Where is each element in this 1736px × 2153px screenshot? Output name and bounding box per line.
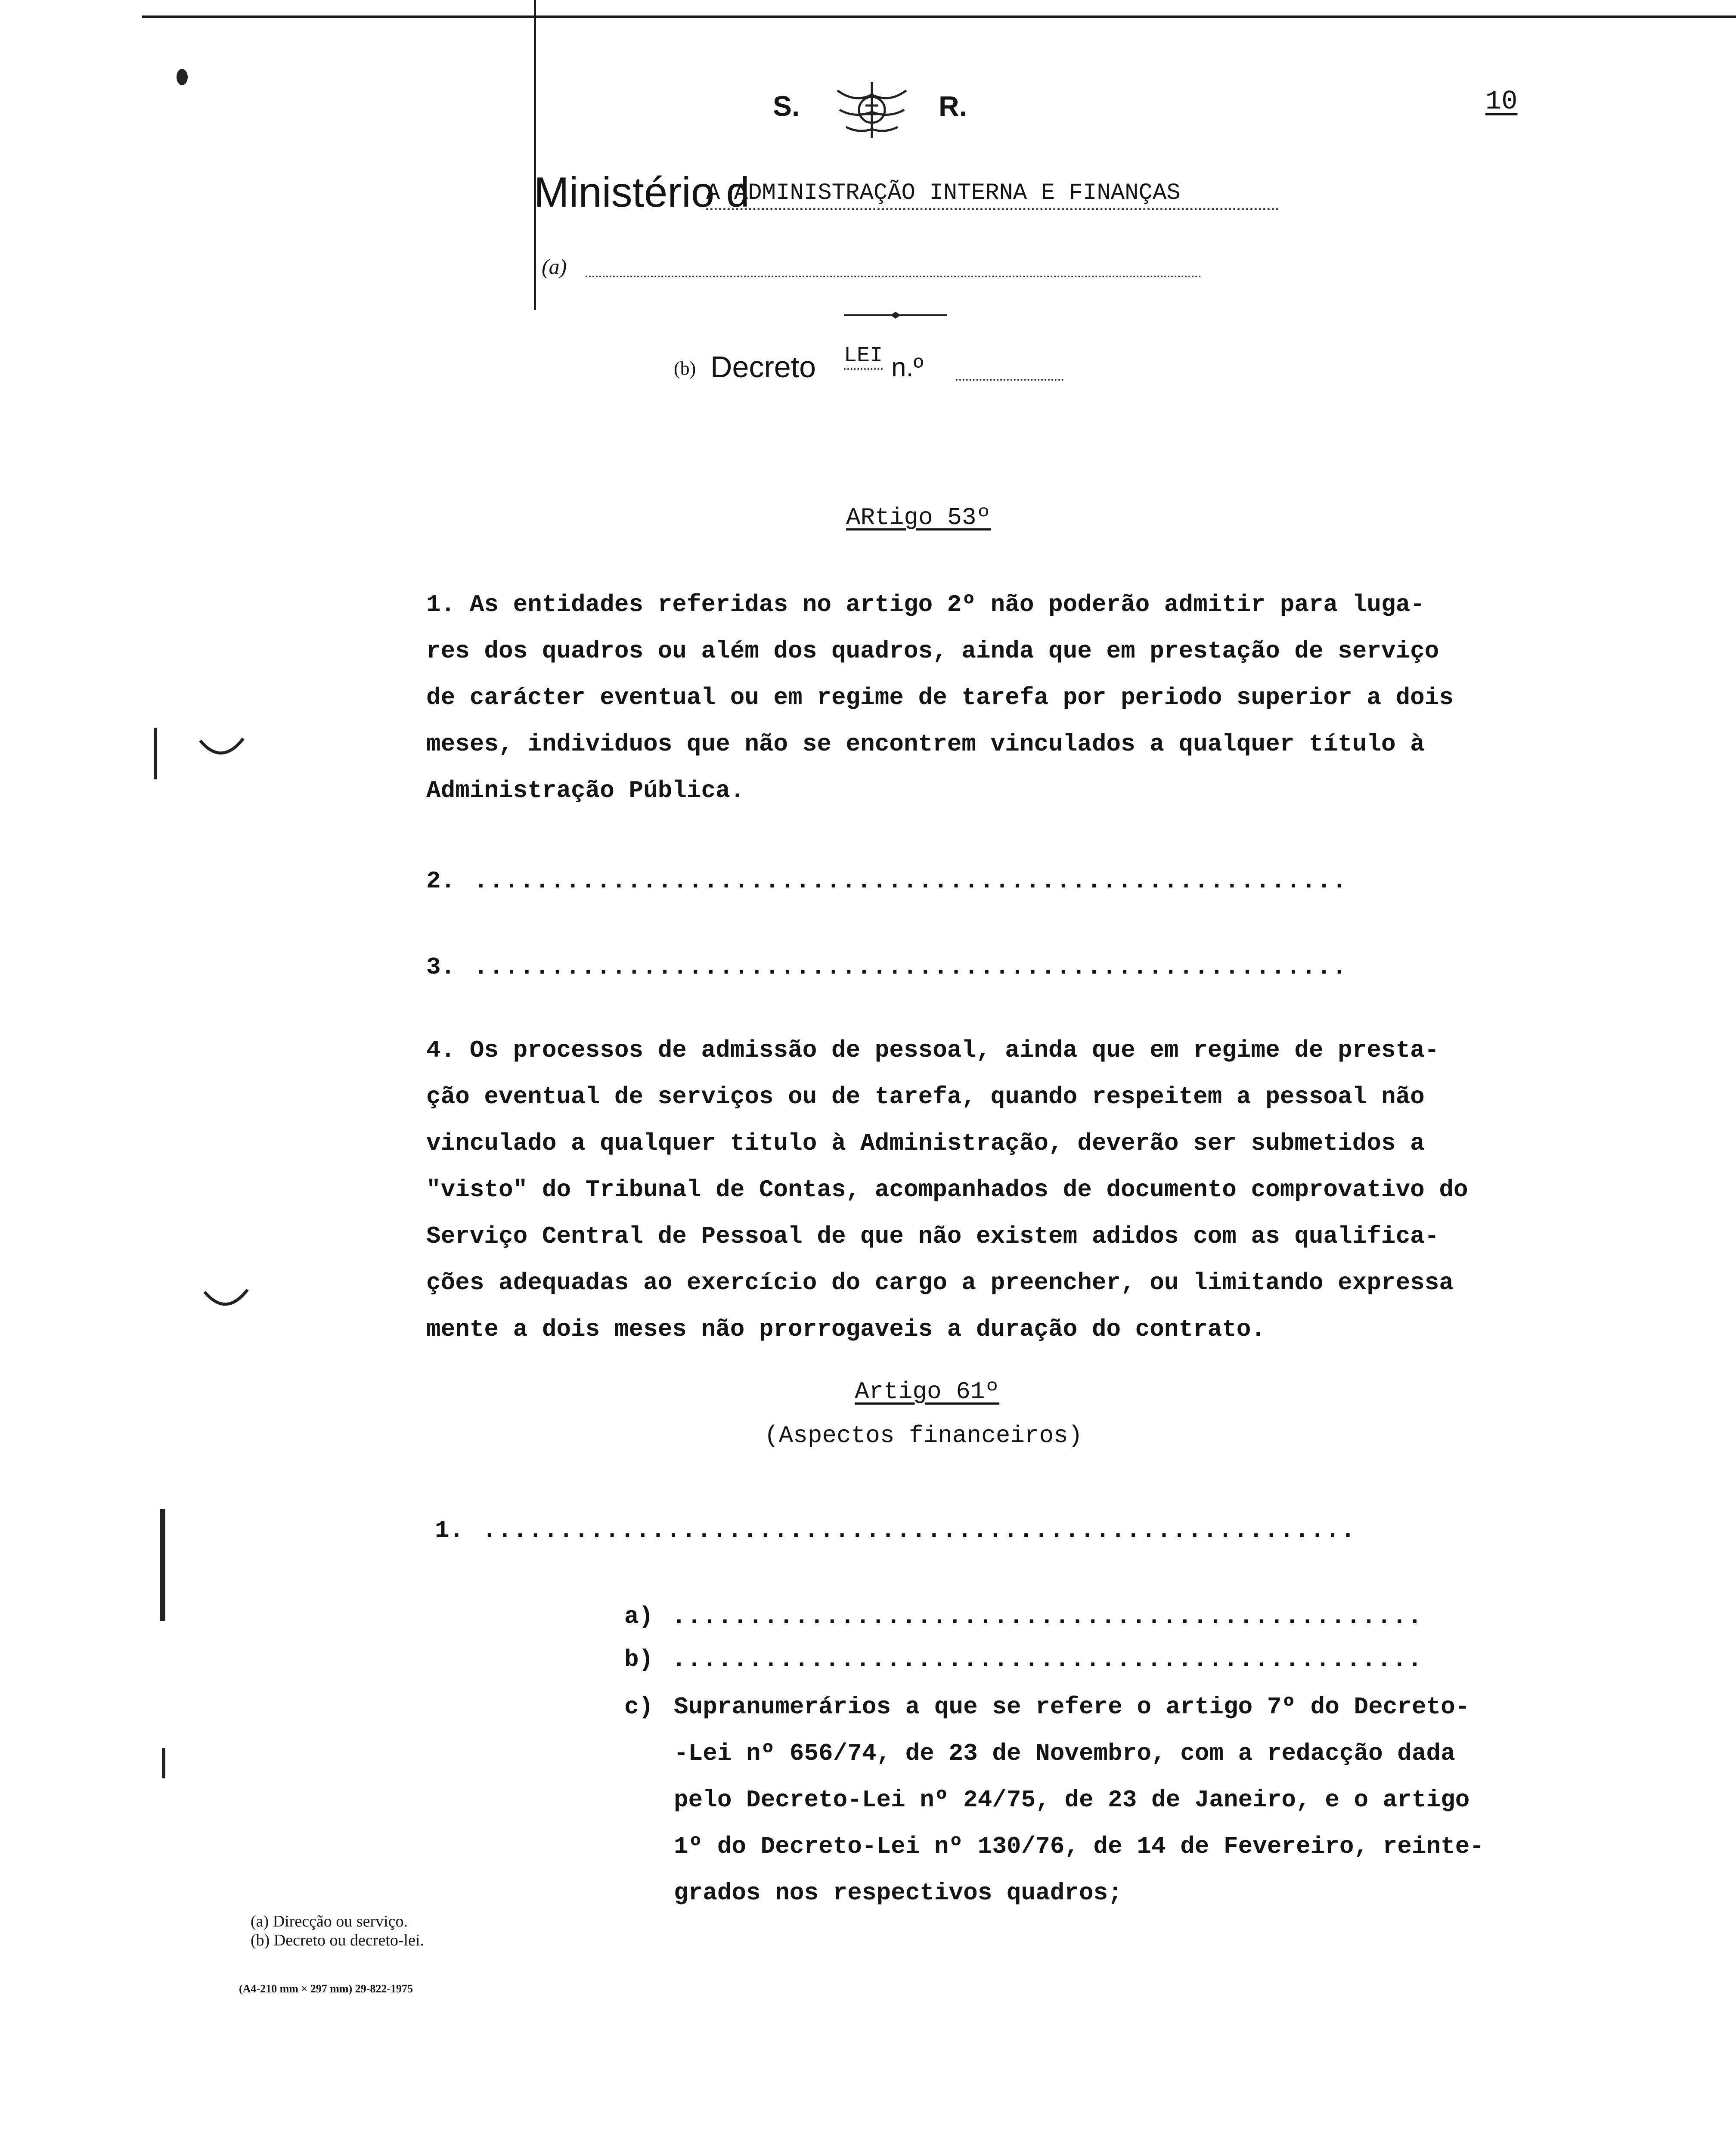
text-line: vinculado a qualquer titulo à Administração, deverão ser submetidos a (426, 1129, 1425, 1157)
item-c-text (674, 1684, 1484, 1916)
text-line: pelo Decreto-Lei nº 24/75, de 23 de Janeiro, e o artigo (674, 1786, 1470, 1814)
punch-hole-mark (177, 69, 188, 85)
article-53-item-2-number: 2. (426, 867, 456, 895)
margin-tick (162, 1748, 165, 1778)
text-line: meses, individuos que não se encontrem vinculados a qualquer título à (426, 730, 1425, 758)
article-53-item-3-number: 3. (426, 953, 456, 981)
ministry-label: Ministério d (534, 168, 750, 216)
direction-footnote-marker: (a) (542, 254, 567, 279)
article-53-heading: ARtigo 53º (846, 504, 991, 531)
text-line: ções adequadas ao exercício do cargo a preencher, ou limitando expressa (426, 1269, 1454, 1297)
decree-footnote-marker: (b) (674, 358, 696, 379)
page-number: 10 (1485, 86, 1518, 117)
divider-ornament (844, 311, 947, 320)
staple-mark (202, 1287, 250, 1313)
article-53-item-2-dots: ......................................................... (474, 867, 1348, 895)
ministry-name: A ADMINISTRAÇÃO INTERNA E FINANÇAS (706, 180, 1279, 210)
staple-mark (198, 736, 245, 762)
footnotes (251, 1912, 424, 1950)
decree-label: Decreto (710, 350, 816, 384)
form-reference: (A4-210 mm × 297 mm) 29-822-1975 (239, 1982, 413, 1995)
footnote-b: (b) Decreto ou decreto-lei. (251, 1931, 425, 1949)
text-line: -Lei nº 656/74, de 23 de Novembro, com a redacção dada (674, 1740, 1455, 1767)
article-53-item-3-dots: ......................................................... (474, 953, 1348, 981)
article-53-paragraph-1 (426, 581, 1454, 814)
text-line: ção eventual de serviços ou de tarefa, quando respeitem a pessoal não (426, 1083, 1425, 1111)
text-line: grados nos respectivos quadros; (674, 1879, 1122, 1907)
text-line: 4. Os processos de admissão de pessoal, ainda que em regime de presta- (426, 1036, 1439, 1064)
text-line: 1. As entidades referidas no artigo 2º não poderão admitir para luga- (426, 591, 1425, 618)
article-61-item-1-dots: ......................................................... (482, 1517, 1356, 1544)
decree-number-label: n.º (891, 353, 924, 382)
text-line: res dos quadros ou além dos quadros, ainda que em prestação de serviço (426, 637, 1439, 665)
item-b-letter: b) (624, 1646, 654, 1673)
item-a-letter: a) (624, 1603, 654, 1630)
article-53-paragraph-4 (426, 1027, 1468, 1353)
direction-fill-line (586, 276, 1201, 277)
coat-of-arms-emblem (829, 78, 915, 142)
margin-rule (534, 0, 536, 310)
decree-number-fill-line (956, 379, 1063, 381)
top-rule (142, 16, 1736, 18)
text-line: "visto" do Tribunal de Contas, acompanhados de documento comprovativo do (426, 1176, 1468, 1204)
text-line: 1º do Decreto-Lei nº 130/76, de 14 de Fevereiro, reinte- (674, 1833, 1484, 1860)
footnote-a: (a) Direcção ou serviço. (251, 1912, 408, 1930)
article-61-item-1-number: 1. (435, 1517, 464, 1544)
initial-right: R. (939, 90, 967, 122)
item-c-letter: c) (624, 1693, 654, 1721)
text-line: de carácter eventual ou em regime de tarefa por periodo superior a dois (426, 684, 1454, 711)
item-b-dots: ................................................. (672, 1646, 1423, 1673)
decree-type: LEI (844, 344, 883, 370)
text-line: Supranumerários a que se refere o artigo 7º do Decreto- (674, 1693, 1470, 1721)
item-a-dots: ................................................. (672, 1603, 1423, 1630)
margin-tick (154, 728, 157, 779)
text-line: Serviço Central de Pessoal de que não existem adidos com as qualifica- (426, 1222, 1439, 1250)
margin-bar (160, 1509, 165, 1621)
article-61-subheading: (Aspectos financeiros) (764, 1422, 1083, 1449)
text-line: mente a dois meses não prorrogaveis a duração do contrato. (426, 1315, 1266, 1343)
initial-left: S. (773, 90, 800, 122)
article-61-heading: Artigo 61º (855, 1378, 1000, 1405)
text-line: Administração Pública. (426, 777, 745, 804)
